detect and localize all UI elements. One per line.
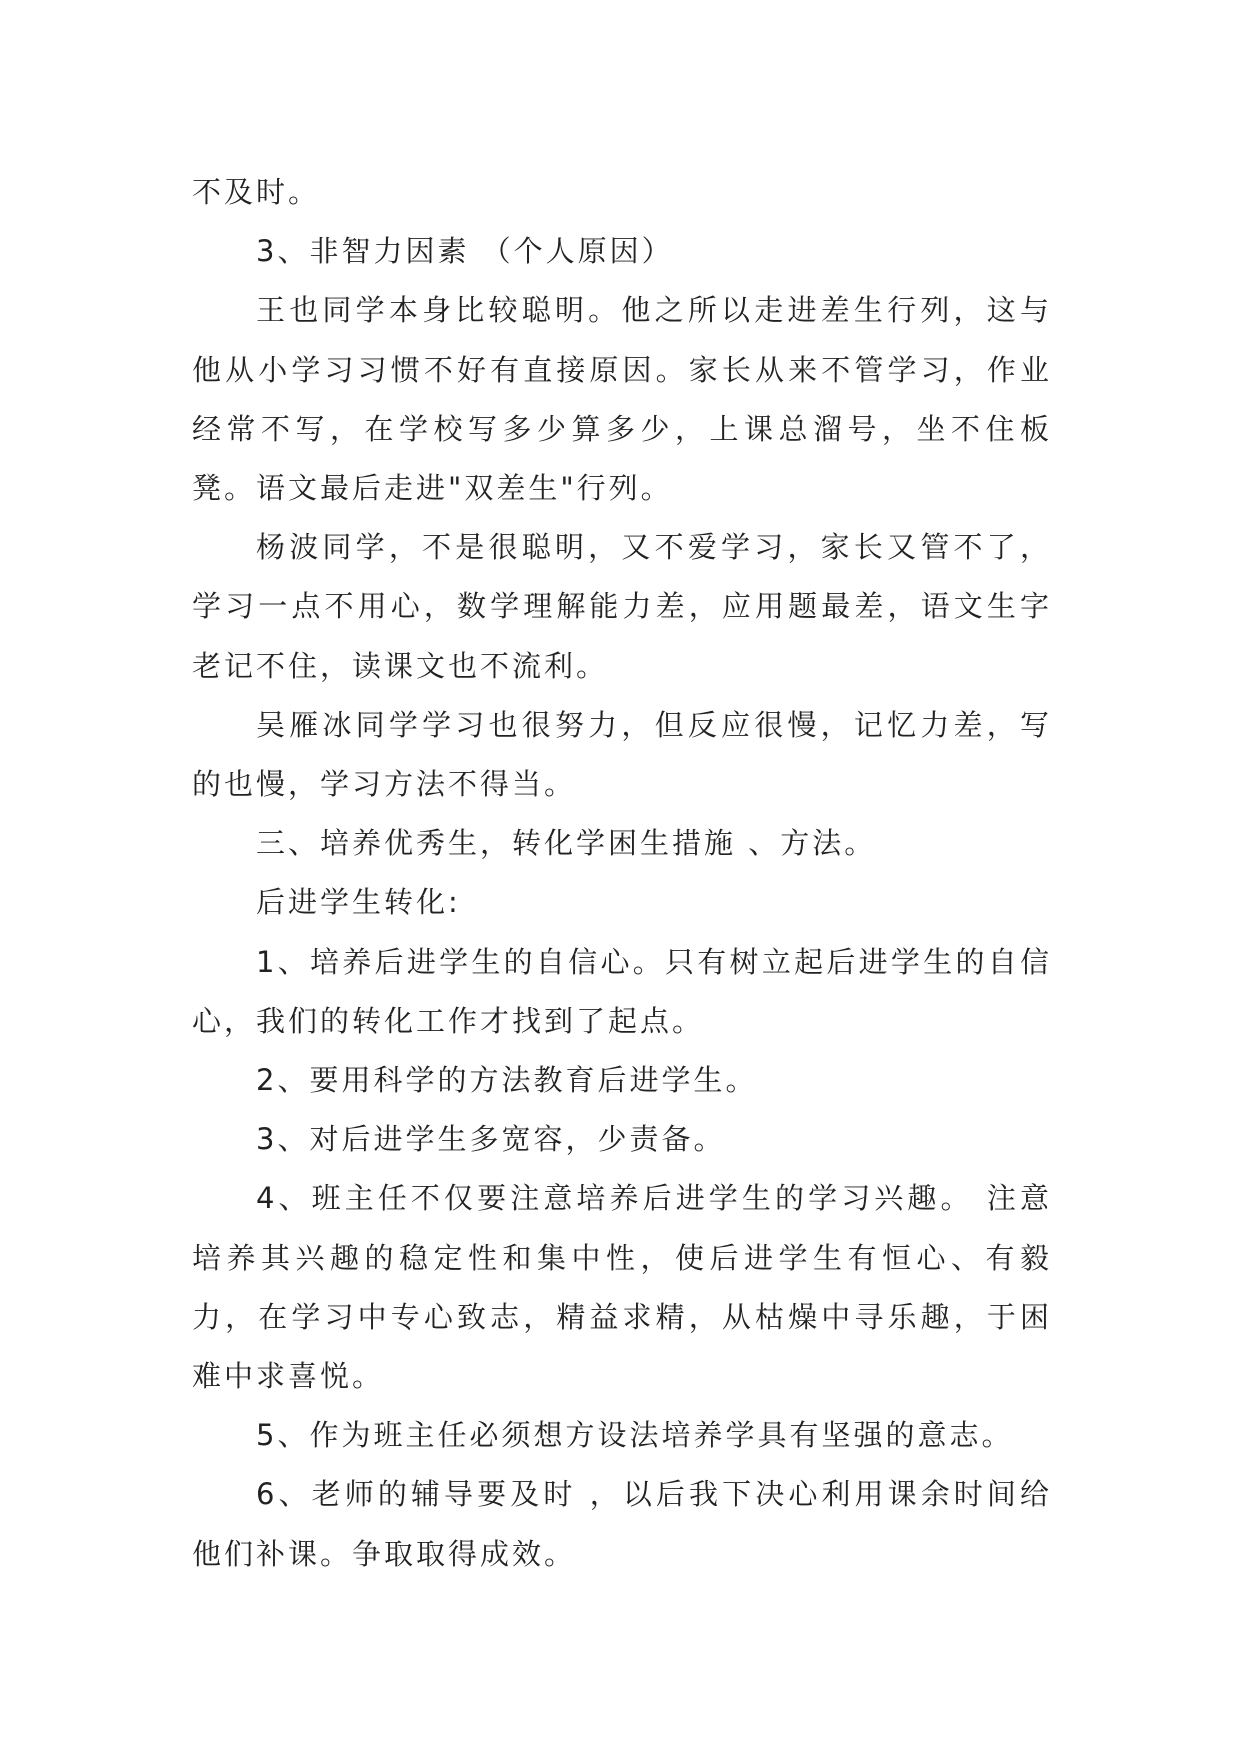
paragraph-section-three-heading: 三、培养优秀生，转化学困生措施 、方法。 — [256, 826, 877, 861]
paragraph-continuation: 不及时。 — [192, 175, 321, 209]
paragraph-student-wu-yanbing: 吴雁冰同学学习也很努力，但反应很慢，记忆力差，写的也慢，学习方法不得当。 — [192, 707, 1052, 802]
paragraph-measure-1: 1、培养后进学生的自信心。只有树立起后进学生的自信心，我们的转化工作才找到了起点。 — [192, 944, 1052, 1038]
paragraph-conversion-heading: 后进学生转化: — [256, 885, 461, 920]
paragraph-measure-5: 5、作为班主任必须想方设法培养学具有坚强的意志。 — [256, 1418, 1014, 1453]
paragraph-student-wang-ye: 王也同学本身比较聪明。他之所以走进差生行列，这与他从小学习习惯不好有直接原因。家长从来不管学习，作业经常不写，在学校写多少算多少，上课总溜号，坐不住板凳。语文最后走进"双差生"行列。 — [192, 293, 1052, 506]
document-body — [192, 163, 1052, 1584]
paragraph-student-yang-bo: 杨波同学，不是很聪明，又不爱学习，家长又管不了，学习一点不用心，数学理解能力差，应用题最差，语文生字老记不住，读课文也不流利。 — [192, 530, 1052, 683]
paragraph-non-intellectual-factors-heading: 3、非智力因素 （个人原因） — [256, 234, 674, 269]
paragraph-measure-4: 4、班主任不仅要注意培养后进学生的学习兴趣。 注意培养其兴趣的稳定性和集中性，使后进学生有恒心、有毅力，在学习中专心致志，精益求精，从枯燥中寻乐趣，于困难中求喜悦。 — [192, 1181, 1052, 1394]
paragraph-measure-6: 6、老师的辅导要及时 ，以后我下决心利用课余时间给他们补课。争取取得成效。 — [192, 1477, 1052, 1571]
paragraph-measure-2: 2、要用科学的方法教育后进学生。 — [256, 1063, 758, 1098]
paragraph-measure-3: 3、对后进学生多宽容，少责备。 — [256, 1122, 726, 1157]
